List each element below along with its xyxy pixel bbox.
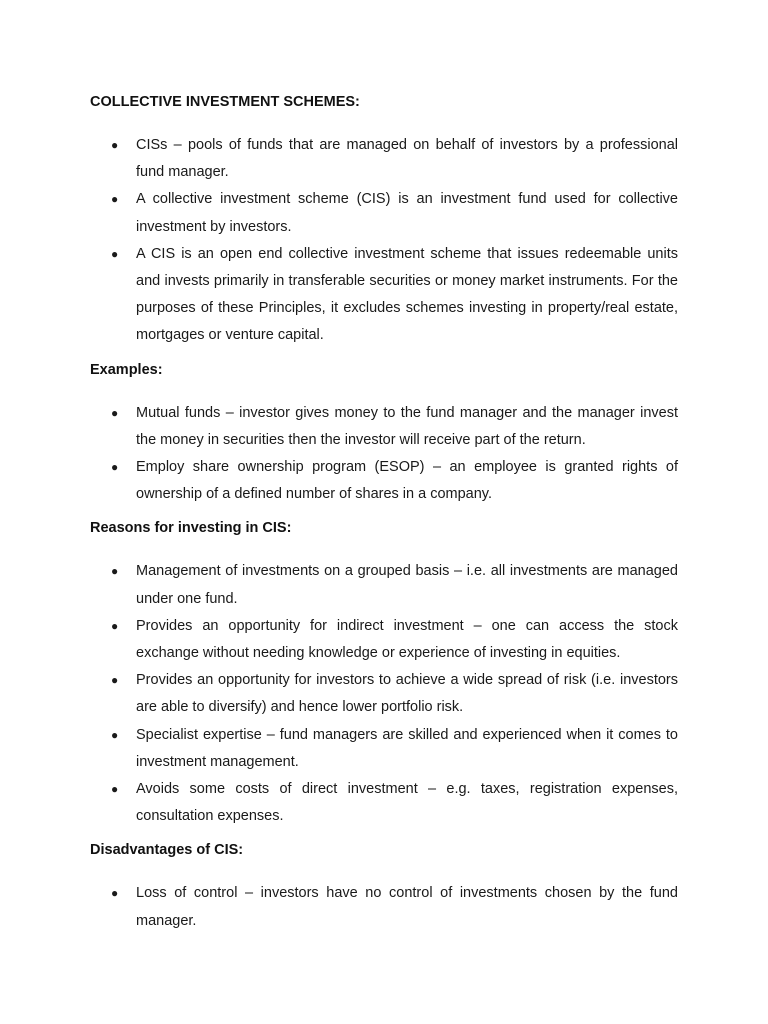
list-item-text: Mutual funds – investor gives money to the fund manager and the manager invest the money in securities then the investor will receive part of the return. [136,404,678,448]
bullet-icon: ● [111,564,119,579]
list-item-text: Management of investments on a grouped basis – i.e. all investments are managed under one fund. [136,563,678,607]
list-item-text: Avoids some costs of direct investment – e.g. taxes, registration expenses, consultation expenses. [136,781,678,825]
bullet-icon: ● [111,673,119,688]
bullet-list-cis [90,132,678,350]
list-item [90,667,678,721]
list-item [90,186,678,240]
bullet-list-reasons [90,558,678,830]
section-heading-cis: COLLECTIVE INVESTMENT SCHEMES: [90,94,360,110]
document-page [90,92,678,935]
list-item [90,880,678,934]
list-item-text: Provides an opportunity for indirect investment – one can access the stock exchange without needing knowledge or experience of investing in equities. [136,617,678,662]
list-item-text: Specialist expertise – fund managers are skilled and experienced when it comes to investment management. [136,726,678,770]
list-item-text: Loss of control – investors have no control of investments chosen by the fund manager. [136,885,678,929]
section-heading-disadvantages: Disadvantages of CIS: [90,842,244,859]
list-item-text: A collective investment scheme (CIS) is an investment fund used for collective investment by investors. [136,191,678,235]
list-item [90,776,678,830]
list-item [90,613,678,667]
list-item-text: Provides an opportunity for investors to achieve a wide spread of risk (i.e. investors are able to diversify) and hence lower portfolio risk. [136,672,678,716]
bullet-icon: ● [111,246,119,261]
list-item [90,132,678,186]
list-item-text: CISs – pools of funds that are managed on behalf of investors by a professional fund manager. [136,137,678,181]
bullet-icon: ● [111,727,119,742]
section-heading-examples: Examples: [90,361,163,378]
bullet-icon: ● [111,138,119,152]
section-heading-reasons: Reasons for investing in CIS: [90,520,292,537]
bullet-icon: ● [111,618,119,633]
bullet-icon: ● [111,460,119,475]
list-item-text: A CIS is an open end collective investment scheme that issues redeemable units and invests primarily in transferable securities or money market instruments. For the purposes of these Principles, it excludes schemes investing in property/real estate, mortgages or venture capital. [136,245,678,344]
list-item [90,400,678,454]
bullet-list-examples [90,400,678,509]
list-item [90,558,678,612]
bullet-icon: ● [111,192,119,207]
bullet-list-disadvantages [90,880,678,934]
list-item [90,722,678,776]
bullet-icon: ● [111,405,119,420]
list-item [90,454,678,508]
list-item [90,241,678,350]
bullet-icon: ● [111,886,119,901]
bullet-icon: ● [111,782,119,797]
list-item-text: Employ share ownership program (ESOP) – an employee is granted rights of ownership of a defined number of shares in a company. [136,459,678,503]
